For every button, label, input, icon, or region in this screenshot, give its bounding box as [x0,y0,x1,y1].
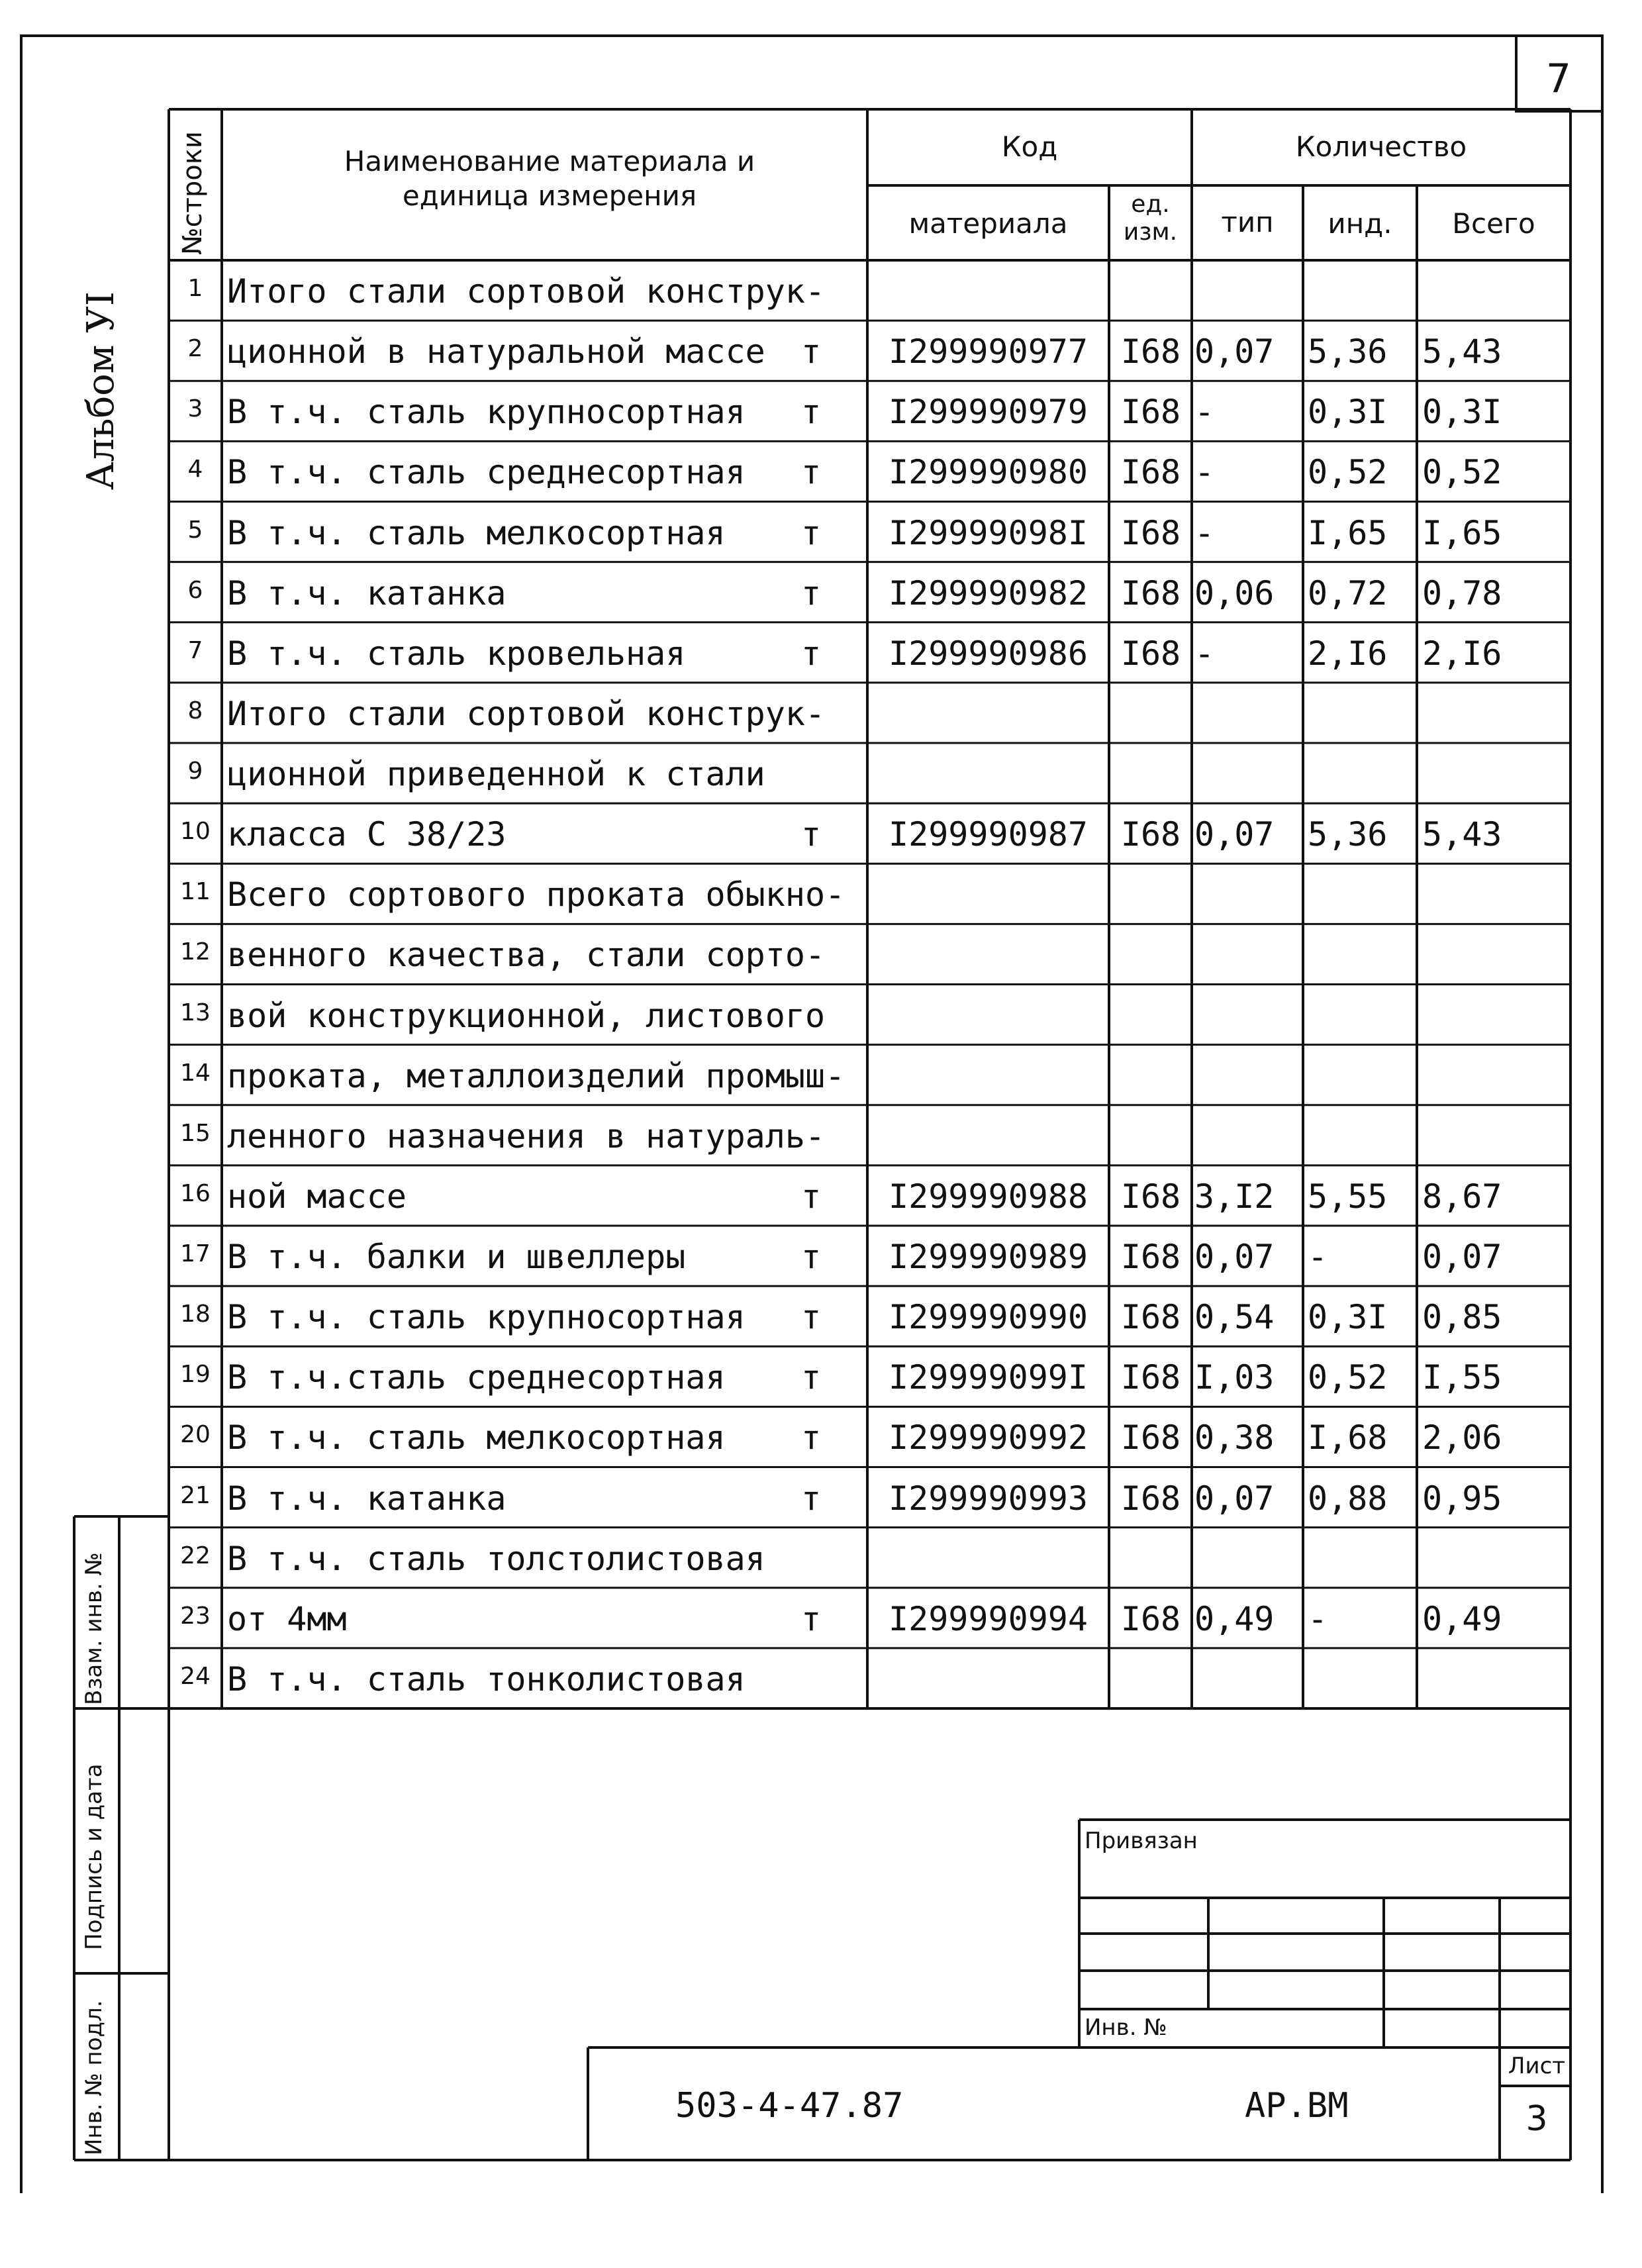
cell-code: I29999098I [888,513,1088,552]
cell-name: В т.ч. балки и швеллеры [227,1238,686,1276]
row-number: 4 [187,456,203,483]
cell-uom: I68 [1120,1418,1181,1457]
stamp-privyazan: Привязан [1085,1828,1198,1854]
cell-total: I,65 [1422,513,1502,552]
cell-name: от 4мм [227,1599,347,1638]
page-number: 7 [1545,56,1572,102]
cell-total: 5,43 [1422,815,1502,854]
cell-name: В т.ч. катанка [227,1479,507,1518]
row-number: 3 [187,395,203,423]
cell-type: 0,06 [1194,573,1275,613]
cell-type: 0,38 [1194,1418,1275,1457]
cell-uom: I68 [1120,1238,1181,1276]
cell-unit: т [800,1479,822,1518]
cell-name: В т.ч. сталь толстолистовая [227,1539,765,1578]
stamp-inv-no: Инв. № [1085,2014,1167,2041]
cell-total: 2,I6 [1422,634,1502,673]
cell-name: В т.ч. сталь крупносортная [227,393,746,432]
row-number: 7 [187,636,203,664]
cell-unit: т [800,513,822,552]
cell-name: В т.ч. сталь тонколистовая [227,1659,746,1699]
cell-type: - [1194,393,1215,432]
cell-uom: I68 [1120,332,1181,371]
cell-code: I299990994 [888,1599,1088,1638]
cell-total: 0,07 [1422,1238,1502,1276]
cell-total: 0,52 [1422,453,1502,492]
row-number: 21 [180,1481,211,1509]
cell-ind: - [1308,1238,1328,1276]
cell-name: В т.ч. сталь крупносортная [227,1298,746,1337]
side-vzam-inv: Взам. инв. № [81,1552,107,1705]
row-number: 24 [180,1662,211,1690]
row-number: 9 [187,758,203,785]
cell-code: I299990988 [888,1177,1088,1216]
cell-uom: I68 [1120,393,1181,432]
cell-unit: т [800,1358,822,1397]
cell-uom: I68 [1120,513,1181,552]
cell-name: Всего сортового проката обыкно- [227,875,845,914]
side-podpis-data: Подпись и дата [81,1763,107,1950]
row-number: 17 [180,1240,211,1267]
cell-code: I29999099I [888,1358,1088,1397]
cell-ind: - [1308,1599,1328,1638]
cell-type: - [1194,513,1215,552]
cell-ind: 5,36 [1308,815,1388,854]
cell-type: 0,07 [1194,332,1275,371]
cell-uom: I68 [1120,1479,1181,1518]
cell-ind: 0,52 [1308,453,1388,492]
cell-name: проката, металлоизделий промыш- [227,1056,845,1095]
cell-uom: I68 [1120,1177,1181,1216]
cell-name: Итого стали сортовой конструк- [227,694,826,733]
row-number: 5 [187,516,203,544]
cell-type: I,03 [1194,1358,1275,1397]
cell-type: 0,54 [1194,1298,1275,1337]
cell-total: 0,3I [1422,393,1502,432]
cell-uom: I68 [1120,634,1181,673]
cell-uom: I68 [1120,573,1181,613]
cell-name: ленного назначения в натураль- [227,1116,826,1156]
cell-uom: I68 [1120,1358,1181,1397]
cell-code: I299990982 [888,573,1088,613]
cell-code: I299990993 [888,1479,1088,1518]
cell-ind: 0,3I [1308,393,1388,432]
cell-unit: т [800,1298,822,1337]
cell-total: 5,43 [1422,332,1502,371]
cell-unit: т [800,1177,822,1216]
header-rownum: №строки [177,131,208,255]
row-number: 2 [187,335,203,363]
cell-unit: т [800,332,822,371]
cell-name: ционной приведенной к стали [227,755,765,793]
album-label: Альбом УI [79,291,122,490]
cell-unit: т [800,1238,822,1276]
row-number: 10 [180,818,211,846]
row-number: 16 [180,1179,211,1207]
cell-name: венного качества, стали сорто- [227,936,826,975]
cell-code: I299990992 [888,1418,1088,1457]
cell-name: вой конструкционной, листового [227,996,826,1035]
cell-uom: I68 [1120,1298,1181,1337]
cell-name: Итого стали сортовой конструк- [227,272,826,311]
cell-code: I299990990 [888,1298,1088,1337]
stamp-doc-mark: АР.ВМ [1245,2086,1349,2126]
cell-total: 0,95 [1422,1479,1502,1518]
cell-ind: I,68 [1308,1418,1388,1457]
header-name: Наименование материала и единица измерения [344,145,755,212]
row-number: 22 [180,1542,211,1569]
cell-code: I299990979 [888,393,1088,432]
stamp-doc-code: 503-4-47.87 [675,2086,904,2126]
row-number: 15 [180,1119,211,1147]
row-number: 6 [187,576,203,604]
row-number: 13 [180,999,211,1026]
cell-name: ной массе [227,1177,407,1216]
cell-name: В т.ч. сталь мелкосортная [227,1418,726,1457]
stamp-sheet-label: Лист [1508,2053,1566,2079]
cell-type: - [1194,634,1215,673]
cell-type: 0,49 [1194,1599,1275,1638]
cell-ind: 2,I6 [1308,634,1388,673]
cell-code: I299990980 [888,453,1088,492]
header-code-material: материала [908,207,1068,240]
row-number: 1 [187,275,203,302]
cell-total: I,55 [1422,1358,1502,1397]
cell-name: В т.ч. сталь мелкосортная [227,513,726,552]
header-qty-type: тип [1221,206,1274,238]
cell-uom: I68 [1120,1599,1181,1638]
cell-total: 0,49 [1422,1599,1502,1638]
cell-uom: I68 [1120,453,1181,492]
cell-unit: т [800,634,822,673]
cell-unit: т [800,1418,822,1457]
cell-uom: I68 [1120,815,1181,854]
cell-code: I299990986 [888,634,1088,673]
cell-type: 0,07 [1194,1238,1275,1276]
cell-unit: т [800,1599,822,1638]
cell-ind: 5,55 [1308,1177,1388,1216]
header-code-group: Код [1001,130,1058,163]
stamp-sheet-no: 3 [1525,2099,1548,2139]
header-qty-total: Всего [1452,207,1535,240]
header-code-unit: ед. изм. [1123,191,1178,246]
cell-type: 3,I2 [1194,1177,1275,1216]
cell-total: 0,78 [1422,573,1502,613]
header-qty-group: Количество [1295,130,1467,163]
row-number: 12 [180,938,211,966]
cell-ind: 0,52 [1308,1358,1388,1397]
cell-name: В т.ч. сталь среднесортная [227,453,746,492]
cell-unit: т [800,393,822,432]
cell-total: 8,67 [1422,1177,1502,1216]
row-number: 20 [180,1421,211,1449]
cell-name: ционной в натуральной массе [227,332,765,371]
cell-name: В т.ч.сталь среднесортная [227,1358,726,1397]
row-number: 23 [180,1602,211,1630]
row-number: 11 [180,878,211,906]
cell-code: I299990989 [888,1238,1088,1276]
cell-ind: 0,88 [1308,1479,1388,1518]
side-inv-podl: Инв. № подл. [81,2000,107,2155]
row-number: 14 [180,1059,211,1087]
cell-name: класса С 38/23 [227,815,507,854]
row-number: 8 [187,697,203,724]
cell-unit: т [800,815,822,854]
cell-total: 2,06 [1422,1418,1502,1457]
cell-name: В т.ч. сталь кровельная [227,634,686,673]
header-qty-ind: инд. [1328,207,1392,240]
cell-unit: т [800,573,822,613]
cell-ind: I,65 [1308,513,1388,552]
cell-name: В т.ч. катанка [227,573,507,613]
row-number: 18 [180,1301,211,1328]
cell-ind: 0,3I [1308,1298,1388,1337]
cell-total: 0,85 [1422,1298,1502,1337]
cell-ind: 5,36 [1308,332,1388,371]
row-number: 19 [180,1361,211,1389]
cell-type: 0,07 [1194,815,1275,854]
cell-code: I299990987 [888,815,1088,854]
cell-ind: 0,72 [1308,573,1388,613]
cell-type: 0,07 [1194,1479,1275,1518]
cell-unit: т [800,453,822,492]
cell-type: - [1194,453,1215,492]
cell-code: I299990977 [888,332,1088,371]
